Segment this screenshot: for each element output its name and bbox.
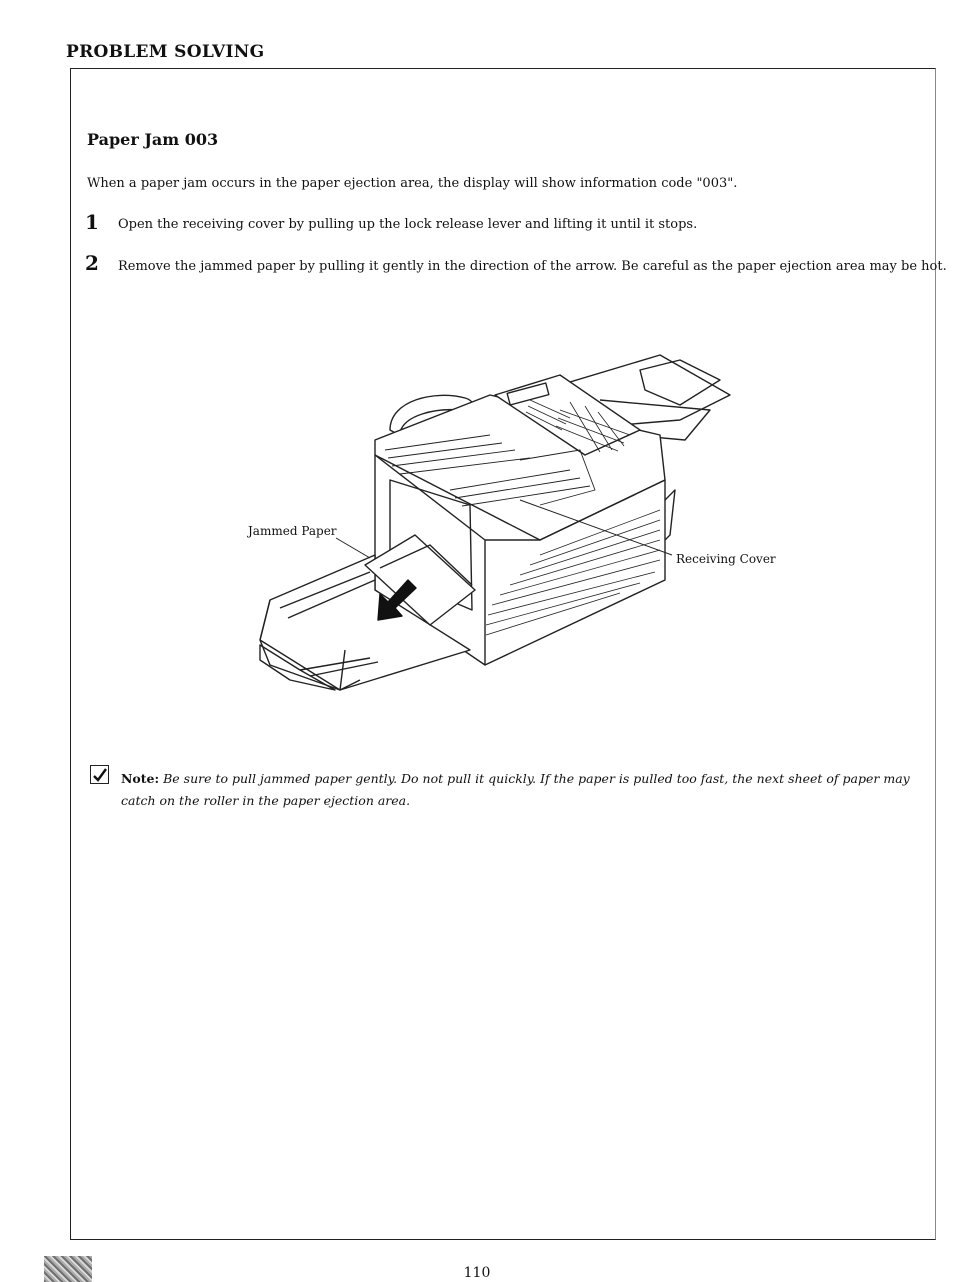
page-number: 110 [463,1265,491,1281]
callout-receiving-cover: Receiving Cover [676,552,776,566]
fax-machine-illustration [240,340,800,710]
note-body [121,768,921,812]
callout-jammed-paper: Jammed Paper [248,524,337,538]
step-text: Open the receiving cover by pulling up the lock release lever and lifting it until it stops. [118,217,698,232]
note-label: Note: [121,771,160,786]
intro-paragraph: When a paper jam occurs in the paper ejection area, the display will show information code "003". [87,176,738,191]
step-text: Remove the jammed paper by pulling it gently in the direction of the arrow. Be careful as the paper ejection area may be hot. [118,259,947,274]
step-number: 2 [85,251,99,275]
step-number: 1 [85,210,99,234]
note-text: Be sure to pull jammed paper gently. Do not pull it quickly. If the paper is pulled too fast, the next sheet of paper may catch on the roller in the paper ejection area. [121,771,910,808]
checkmark-icon [90,765,109,784]
section-header: PROBLEM SOLVING [66,42,265,62]
page-title: Paper Jam 003 [87,130,219,149]
